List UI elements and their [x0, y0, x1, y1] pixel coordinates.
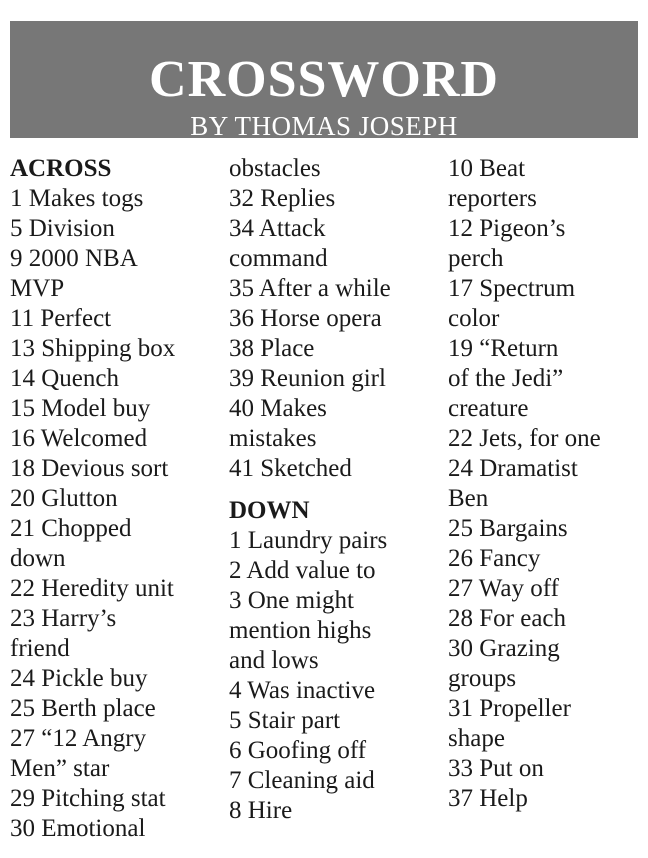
clue-line: creature [448, 395, 529, 422]
clue-line: 32 Replies [229, 185, 336, 212]
clue-line: 34 Attack [229, 215, 326, 242]
clue-line: 30 Emotional [10, 815, 146, 842]
column-1 [10, 154, 220, 844]
clue-line: 39 Reunion girl [229, 365, 386, 392]
clue-line: 22 Heredity unit [10, 575, 174, 602]
column-3 [448, 154, 644, 814]
clue-line: 31 Propeller [448, 695, 571, 722]
clue-line: 22 Jets, for one [448, 425, 601, 452]
clue-line: 36 Horse opera [229, 305, 382, 332]
clue-line: 33 Put on [448, 755, 544, 782]
section-heading-down: DOWN [229, 497, 310, 524]
clue-line: 25 Bargains [448, 515, 568, 542]
clue-line: 41 Sketched [229, 455, 352, 482]
clue-line: perch [448, 245, 504, 272]
clue-line: 8 Hire [229, 797, 293, 824]
page-title: CROSSWORD [149, 51, 499, 108]
clue-line: command [229, 245, 328, 272]
clue-line: 3 One might [229, 587, 354, 614]
clue-line: 24 Pickle buy [10, 665, 148, 692]
clue-line: 24 Dramatist [448, 455, 578, 482]
clue-line: 4 Was inactive [229, 677, 376, 704]
clue-line: 28 For each [448, 605, 567, 632]
clue-line: 19 “Return [448, 335, 559, 362]
clue-line: color [448, 305, 500, 332]
clue-line: reporters [448, 185, 537, 212]
clue-line: of the Jedi” [448, 365, 564, 392]
clue-line: down [10, 545, 66, 572]
section-gap [229, 484, 441, 496]
clue-line: MVP [10, 275, 65, 302]
clue-line: 11 Perfect [10, 305, 112, 332]
clue-line: 1 Makes togs [10, 185, 144, 212]
clue-line: obstacles [229, 155, 321, 182]
clue-line: shape [448, 725, 505, 752]
clue-line: 7 Cleaning aid [229, 767, 375, 794]
clue-line: 30 Grazing [448, 635, 560, 662]
clue-line: 10 Beat [448, 155, 526, 182]
clue-line: 2 Add value to [229, 557, 376, 584]
header-banner [10, 21, 638, 141]
clue-line: 40 Makes [229, 395, 327, 422]
section-heading-across: ACROSS [10, 155, 112, 182]
clue-line: 9 2000 NBA [10, 245, 138, 272]
clue-line: 20 Glutton [10, 485, 118, 512]
clue-line: 14 Quench [10, 365, 119, 392]
clue-line: 35 After a while [229, 275, 391, 302]
clue-line: 1 Laundry pairs [229, 527, 388, 554]
clue-line: 23 Harry’s [10, 605, 117, 632]
clue-line: 12 Pigeon’s [448, 215, 566, 242]
clue-line: 16 Welcomed [10, 425, 148, 452]
clue-line: 6 Goofing off [229, 737, 367, 764]
clue-line: 38 Place [229, 335, 315, 362]
clue-line: and lows [229, 647, 319, 674]
clue-line: 21 Chopped [10, 515, 132, 542]
clue-line: 26 Fancy [448, 545, 541, 572]
clue-line: 37 Help [448, 785, 528, 812]
clue-line: Ben [448, 485, 489, 512]
byline: BY THOMAS JOSEPH [190, 111, 458, 141]
clue-line: 18 Devious sort [10, 455, 169, 482]
clue-line: mistakes [229, 425, 317, 452]
clue-line: 27 “12 Angry [10, 725, 147, 752]
clue-line: 5 Stair part [229, 707, 341, 734]
clue-line: groups [448, 665, 517, 692]
clue-line: 25 Berth place [10, 695, 156, 722]
column-2 [229, 154, 441, 826]
clue-line: 27 Way off [448, 575, 559, 602]
clue-line: 29 Pitching stat [10, 785, 166, 812]
clue-line: friend [10, 635, 70, 662]
clue-line: mention highs [229, 617, 372, 644]
clue-line: 13 Shipping box [10, 335, 176, 362]
clue-line: Men” star [10, 755, 110, 782]
clue-line: 15 Model buy [10, 395, 151, 422]
clue-line: 17 Spectrum [448, 275, 576, 302]
clue-line: 5 Division [10, 215, 115, 242]
